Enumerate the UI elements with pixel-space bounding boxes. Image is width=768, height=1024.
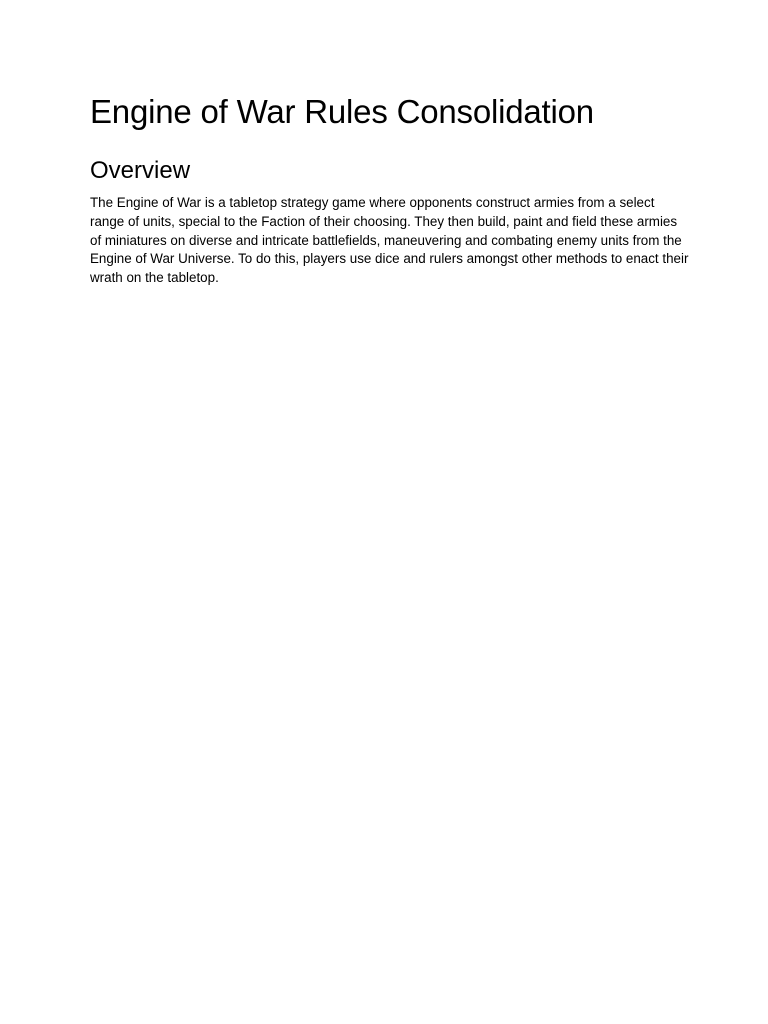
document-title: Engine of War Rules Consolidation: [90, 93, 594, 130]
document-content: [90, 92, 690, 288]
section-heading-overview: Overview: [90, 157, 191, 184]
overview-paragraph: The Engine of War is a tabletop strategy game where opponents construct armies from a select range of units, special to the Faction of their choosing. They then build, paint and field these armies of miniatures on diverse and intricate battlefields, maneuvering and combating enemy units from the Engine of War Universe. To do this, players use dice and rulers amongst other methods to enact their wrath on the tabletop.: [90, 195, 689, 286]
